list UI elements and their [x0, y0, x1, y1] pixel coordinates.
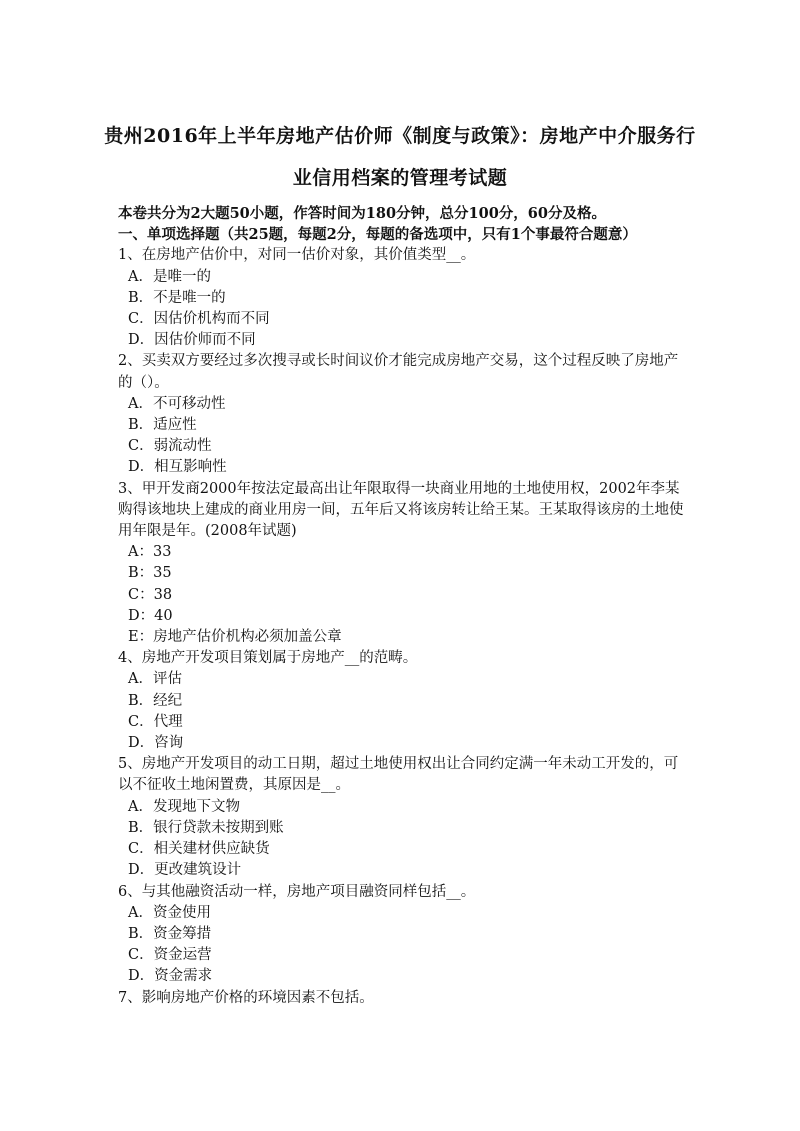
question-1-option-a: A．是唯一的 [128, 268, 211, 285]
question-1-option-d: D．因估价师而不同 [128, 332, 256, 349]
question-4-option-b: B．经纪 [128, 692, 183, 709]
question-1-option-b: B．不是唯一的 [128, 289, 226, 306]
question-7-stem: 7、影响房地产价格的环境因素不包括。 [118, 989, 374, 1006]
document-body [118, 203, 688, 1009]
question-2-option-a: A．不可移动性 [128, 395, 226, 412]
question-4-stem: 4、房地产开发项目策划属于房地产__的范畴。 [118, 650, 418, 667]
question-5-option-b: B．银行贷款未按期到账 [128, 819, 284, 836]
question-5-option-c: C．相关建材供应缺货 [128, 841, 270, 858]
question-6-option-c: C．资金运营 [128, 947, 212, 964]
question-5-option-a: A．发现地下文物 [128, 798, 240, 815]
document-title-line-1: 贵州2016年上半年房地产估价师《制度与政策》：房地产中介服务行 [104, 125, 696, 147]
question-4-option-a: A．评估 [128, 671, 182, 688]
question-2-option-b: B．适应性 [128, 417, 197, 434]
question-6-stem: 6、与其他融资活动一样，房地产项目融资同样包括__。 [118, 883, 476, 900]
question-3-option-d: D：40 [128, 607, 173, 624]
question-2-option-c: C．弱流动性 [128, 438, 212, 455]
question-3-option-a: A：33 [128, 544, 172, 561]
question-1-option-c: C．因估价机构而不同 [128, 311, 270, 328]
section-heading: 一、单项选择题（共25题，每题2分，每题的备选项中，只有1个事最符合题意） [118, 226, 637, 244]
question-4-option-c: C．代理 [128, 713, 183, 730]
question-4-option-d: D．咨询 [128, 735, 184, 752]
question-6-option-a: A．资金使用 [128, 904, 211, 921]
question-3-option-e: E：房地产估价机构必须加盖公章 [128, 629, 342, 646]
question-3-stem: 3、甲开发商2000年按法定最高出让年限取得一块商业用地的土地使用权，2002年李某购得该地块上建成的商业用房一间，五年后又将该房转让给王某。王某取得该房的土地使用年限是年。(2008年试题) [118, 480, 684, 540]
question-2-stem: 2、买卖双方要经过多次搜寻或长时间议价才能完成房地产交易，这个过程反映了房地产的（）。 [118, 353, 679, 391]
question-2-option-d: D．相互影响性 [128, 459, 227, 476]
question-5-option-d: D．更改建筑设计 [128, 862, 242, 879]
question-6-option-d: D．资金需求 [128, 968, 213, 985]
question-6-option-b: B．资金筹措 [128, 925, 212, 942]
document-title-line-2: 业信用档案的管理考试题 [292, 167, 508, 189]
question-3-option-b: B：35 [128, 565, 172, 582]
exam-intro: 本卷共分为2大题50小题，作答时间为180分钟，总分100分，60分及格。 [118, 205, 606, 222]
question-1-stem: 1、在房地产估价中，对同一估价对象，其价值类型__。 [118, 247, 476, 264]
question-5-stem: 5、房地产开发项目的动工日期，超过土地使用权出让合同约定满一年未动工开发的，可以不征收土地闲置费，其原因是__。 [118, 756, 679, 794]
question-3-option-c: C：38 [128, 586, 173, 603]
